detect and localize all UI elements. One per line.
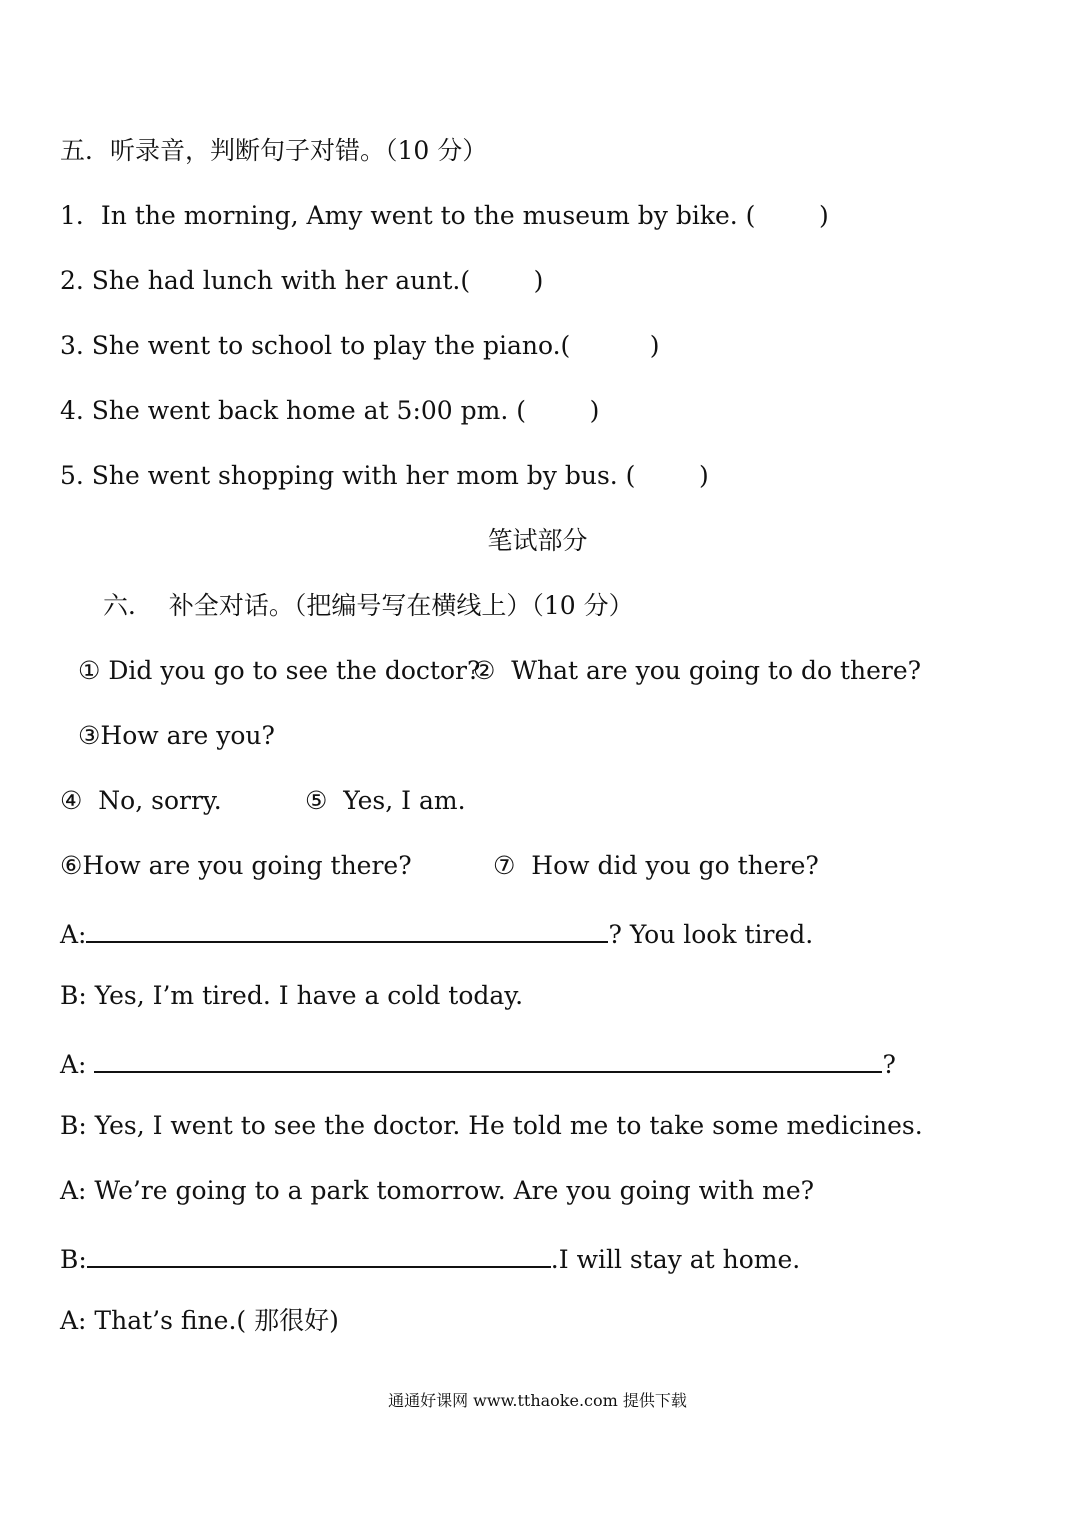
dialogue-a3: A: We’re going to a park tomorrow. Are you going with me? xyxy=(60,1176,815,1205)
dialogue-a1-text: ? You look tired. xyxy=(608,920,814,949)
speaker-a-label: A: xyxy=(60,920,87,949)
dialogue-a2 xyxy=(60,1045,896,1081)
option-2: ② What are you going to do there? xyxy=(473,656,922,685)
section5-item-1: 1．In the morning, Amy went to the museum by bike. ( ) xyxy=(60,201,829,230)
section5-item-4: 4. She went back home at 5:00 pm. ( ) xyxy=(60,396,600,425)
dialogue-a2-text: ? xyxy=(882,1050,896,1079)
page-footer: 通通好课网 www.tthaoke.com 提供下载 xyxy=(388,1391,687,1410)
option-6: ⑥How are you going there? xyxy=(60,851,412,880)
option-7: ⑦ How did you go there? xyxy=(493,851,819,880)
option-4: ④ No, sorry. xyxy=(60,786,222,815)
dialogue-b3-text: .I will stay at home. xyxy=(550,1245,801,1274)
section5-item-2: 2. She had lunch with her aunt.( ) xyxy=(60,266,544,295)
section5-item-3: 3. She went to school to play the piano.( ) xyxy=(60,331,660,360)
dialogue-b2: B: Yes, I went to see the doctor. He told me to take some medicines. xyxy=(60,1111,923,1140)
dialogue-b3 xyxy=(60,1240,800,1276)
section5-heading: 五．听录音，判断句子对错。（10 分） xyxy=(60,136,488,165)
option-5: ⑤ Yes, I am. xyxy=(305,786,466,815)
speaker-b-label: B: xyxy=(60,1245,87,1274)
section5-item-5: 5. She went shopping with her mom by bus. ( ) xyxy=(60,461,709,490)
dialogue-a4: A: That’s fine.( 那很好) xyxy=(60,1306,339,1335)
written-part-title: 笔试部分 xyxy=(487,526,588,555)
speaker-a-label: A: xyxy=(60,1050,95,1079)
dialogue-a1 xyxy=(60,915,813,951)
option-1: ① Did you go to see the doctor? xyxy=(78,656,481,685)
option-3: ③How are you? xyxy=(78,721,275,750)
section6-heading: 六． 补全对话。（把编号写在横线上）（10 分） xyxy=(103,591,634,620)
dialogue-b1: B: Yes, I’m tired. I have a cold today. xyxy=(60,981,524,1010)
answer-blank-2[interactable] xyxy=(94,1045,882,1073)
answer-blank-3[interactable] xyxy=(87,1240,551,1268)
answer-blank-1[interactable] xyxy=(86,915,608,943)
